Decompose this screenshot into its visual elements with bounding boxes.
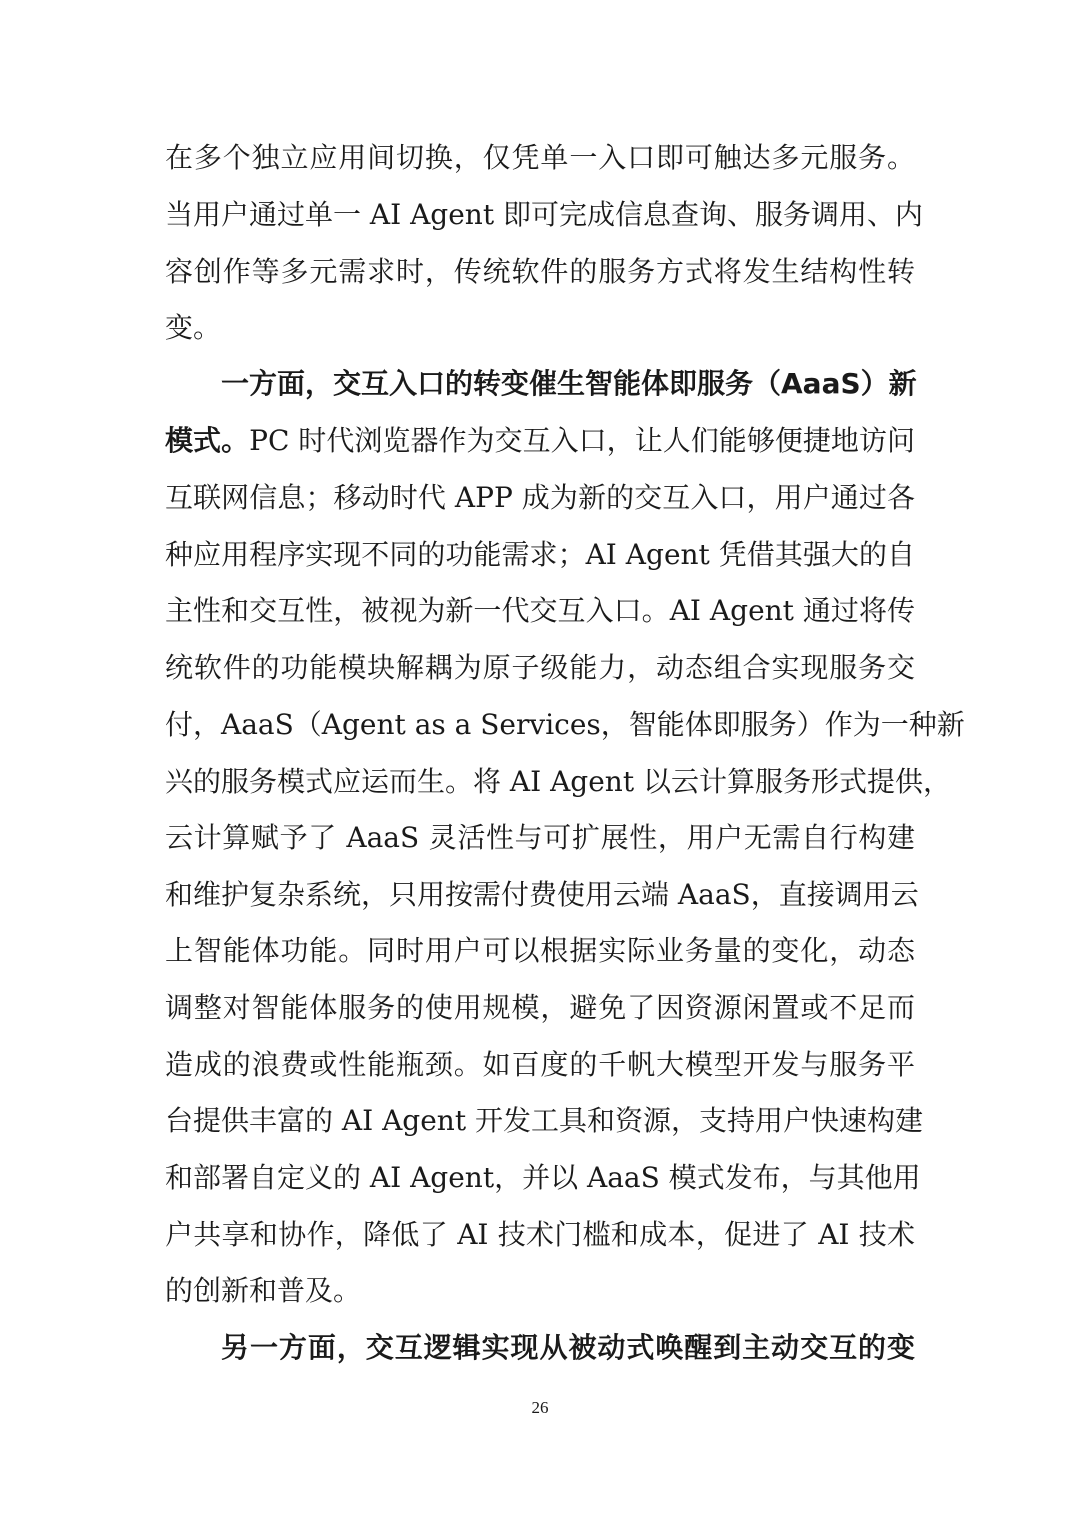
text-line: 的创新和普及。 xyxy=(165,1274,362,1307)
text-line: 付，AaaS（Agent as a Services，智能体即服务）作为一种新 xyxy=(165,708,965,741)
text-line: 上智能体功能。同时用户可以根据实际业务量的变化，动态 xyxy=(165,934,915,967)
text-line: 变。 xyxy=(165,311,222,344)
text-line: 互联网信息；移动时代 APP 成为新的交互入口，用户通过各 xyxy=(165,481,915,514)
text-line: 调整对智能体服务的使用规模，避免了因资源闲置或不足而 xyxy=(165,991,915,1024)
bold-lead-text: 模式。 xyxy=(165,424,250,457)
text-run: PC 时代浏览器作为交互入口，让人们能够便捷地访问 xyxy=(249,424,915,457)
text-line: 台提供丰富的 AI Agent 开发工具和资源，支持用户快速构建 xyxy=(165,1104,923,1137)
text-line: 兴的服务模式应运而生。将 AI Agent 以云计算服务形式提供， xyxy=(165,765,951,798)
text-line: 容创作等多元需求时，传统软件的服务方式将发生结构性转 xyxy=(165,255,915,288)
mixed-text-line xyxy=(165,421,915,461)
page-number: 26 xyxy=(531,1398,549,1417)
text-line: 统软件的功能模块解耦为原子级能力，动态组合实现服务交 xyxy=(165,651,915,684)
text-line: 云计算赋予了 AaaS 灵活性与可扩展性，用户无需自行构建 xyxy=(165,821,915,854)
bold-heading-line: 一方面，交互入口的转变催生智能体即服务（AaaS）新 xyxy=(221,367,917,400)
bold-heading-line: 另一方面，交互逻辑实现从被动式唤醒到主动交互的变 xyxy=(221,1331,915,1364)
text-line: 在多个独立应用间切换，仅凭单一入口即可触达多元服务。 xyxy=(165,141,915,174)
text-line: 造成的浪费或性能瓶颈。如百度的千帆大模型开发与服务平 xyxy=(165,1048,915,1081)
text-line: 当用户通过单一 AI Agent 即可完成信息查询、服务调用、内 xyxy=(165,198,923,231)
text-line: 和部署自定义的 AI Agent，并以 AaaS 模式发布，与其他用 xyxy=(165,1161,921,1194)
text-line: 户共享和协作，降低了 AI 技术门槛和成本，促进了 AI 技术 xyxy=(165,1218,915,1251)
text-line: 主性和交互性，被视为新一代交互入口。AI Agent 通过将传 xyxy=(165,594,915,627)
text-line: 种应用程序实现不同的功能需求；AI Agent 凭借其强大的自 xyxy=(165,538,915,571)
text-line: 和维护复杂系统，只用按需付费使用云端 AaaS，直接调用云 xyxy=(165,878,919,911)
